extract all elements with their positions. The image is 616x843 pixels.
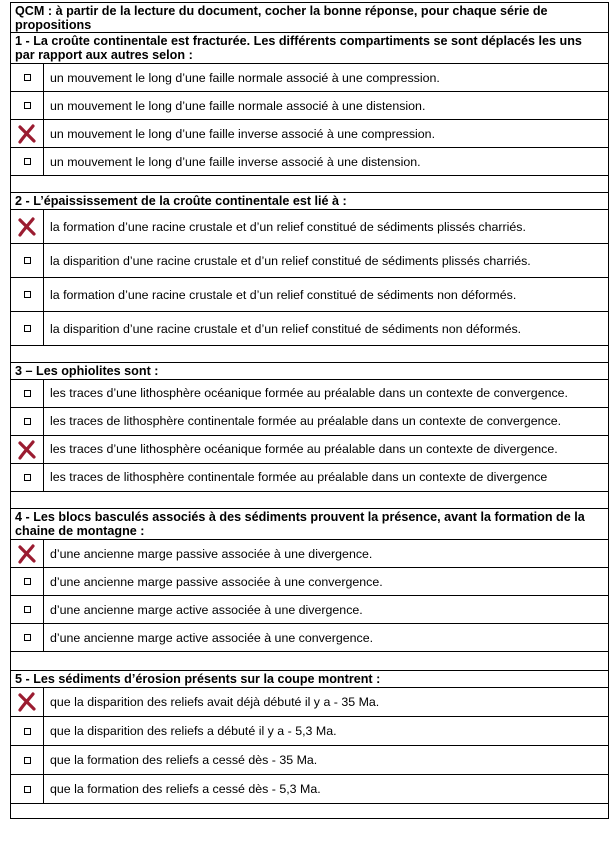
spacer-row: [11, 652, 608, 671]
answer-row: [11, 92, 608, 120]
checkbox-icon[interactable]: [11, 568, 44, 595]
answer-text: un mouvement le long d’une faille normale associé à une distension.: [50, 98, 426, 113]
cross-mark-icon[interactable]: [11, 210, 44, 243]
qcm-sheet: [10, 2, 609, 819]
checkbox-icon[interactable]: [11, 746, 44, 774]
answer-text: d’une ancienne marge active associée à une divergence.: [50, 602, 363, 617]
answer-text: d’une ancienne marge active associée à une convergence.: [50, 630, 374, 645]
qcm-header: [11, 3, 608, 33]
qcm-instructions: QCM : à partir de la lecture du document, cocher la bonne réponse, pour chaque série de propositions: [15, 4, 548, 32]
answer-row: [11, 775, 608, 804]
answer-text: les traces d’une lithosphère océanique formée au préalable dans un contexte de divergence.: [50, 442, 558, 457]
answer-text: un mouvement le long d’une faille inverse associé à une compression.: [50, 126, 436, 141]
checkbox-icon[interactable]: [11, 624, 44, 651]
question-4-title: 4 - Les blocs basculés associés à des sédiments prouvent la présence, avant la formation de la chaine de montagne :: [11, 509, 608, 540]
answer-text: un mouvement le long d’une faille inverse associé à une distension.: [50, 154, 421, 169]
answer-text: la formation d’une racine crustale et d’un relief constitué de sédiments non déformés.: [50, 287, 517, 302]
answer-row: [11, 688, 608, 717]
question-1-title: 1 - La croûte continentale est fracturée. Les différents compartiments se sont déplacés les uns par rapport aux autres selon :: [11, 33, 608, 64]
cross-mark-icon[interactable]: [11, 120, 44, 147]
question-2-title: 2 - L’épaississement de la croûte continentale est lié à :: [11, 193, 608, 210]
question-3-title: 3 – Les ophiolites sont :: [11, 363, 608, 380]
checkbox-icon[interactable]: [11, 148, 44, 175]
answer-text: la formation d’une racine crustale et d’un relief constitué de sédiments plissés charriés.: [50, 219, 526, 234]
answer-row: [11, 596, 608, 624]
answer-row: [11, 464, 608, 492]
answer-text: la disparition d’une racine crustale et d’un relief constitué de sédiments non déformés.: [50, 321, 522, 336]
answer-row: [11, 312, 608, 346]
answer-row: [11, 278, 608, 312]
answer-row: [11, 120, 608, 148]
spacer-row: [11, 176, 608, 193]
answer-text: les traces d’une lithosphère océanique formée au préalable dans un contexte de convergence.: [50, 386, 568, 401]
checkbox-icon[interactable]: [11, 312, 44, 345]
answer-row: [11, 210, 608, 244]
checkbox-icon[interactable]: [11, 408, 44, 435]
answer-text: d’une ancienne marge passive associée à une divergence.: [50, 546, 373, 561]
answer-row: [11, 568, 608, 596]
spacer-row: [11, 804, 608, 818]
answer-row: [11, 64, 608, 92]
answer-row: [11, 717, 608, 746]
answer-row: [11, 436, 608, 464]
checkbox-icon[interactable]: [11, 278, 44, 311]
answer-row: [11, 540, 608, 568]
checkbox-icon[interactable]: [11, 775, 44, 803]
spacer-row: [11, 346, 608, 363]
question-5-title: 5 - Les sédiments d’érosion présents sur la coupe montrent :: [11, 671, 608, 688]
answer-text: que la disparition des reliefs avait déjà débuté il y a - 35 Ma.: [50, 695, 380, 709]
answer-text: les traces de lithosphère continentale formée au préalable dans un contexte de convergence.: [50, 414, 562, 429]
answer-row: [11, 624, 608, 652]
checkbox-icon[interactable]: [11, 464, 44, 491]
questions-container: [11, 33, 608, 818]
answer-row: [11, 148, 608, 176]
answer-text: que la formation des reliefs a cessé dès - 5,3 Ma.: [50, 782, 321, 796]
cross-mark-icon[interactable]: [11, 436, 44, 463]
answer-text: que la formation des reliefs a cessé dès - 35 Ma.: [50, 753, 318, 767]
answer-row: [11, 380, 608, 408]
answer-row: [11, 244, 608, 278]
answer-text: la disparition d’une racine crustale et d’un relief constitué de sédiments plissés charriés.: [50, 253, 531, 268]
answer-text: les traces de lithosphère continentale formée au préalable dans un contexte de divergence: [50, 470, 548, 485]
cross-mark-icon[interactable]: [11, 540, 44, 567]
checkbox-icon[interactable]: [11, 717, 44, 745]
checkbox-icon[interactable]: [11, 380, 44, 407]
checkbox-icon[interactable]: [11, 244, 44, 277]
answer-row: [11, 408, 608, 436]
answer-text: que la disparition des reliefs a débuté il y a - 5,3 Ma.: [50, 724, 337, 738]
checkbox-icon[interactable]: [11, 64, 44, 91]
spacer-row: [11, 492, 608, 509]
answer-text: un mouvement le long d’une faille normale associé à une compression.: [50, 70, 440, 85]
cross-mark-icon[interactable]: [11, 688, 44, 716]
answer-row: [11, 746, 608, 775]
checkbox-icon[interactable]: [11, 596, 44, 623]
checkbox-icon[interactable]: [11, 92, 44, 119]
answer-text: d’une ancienne marge passive associée à une convergence.: [50, 574, 383, 589]
